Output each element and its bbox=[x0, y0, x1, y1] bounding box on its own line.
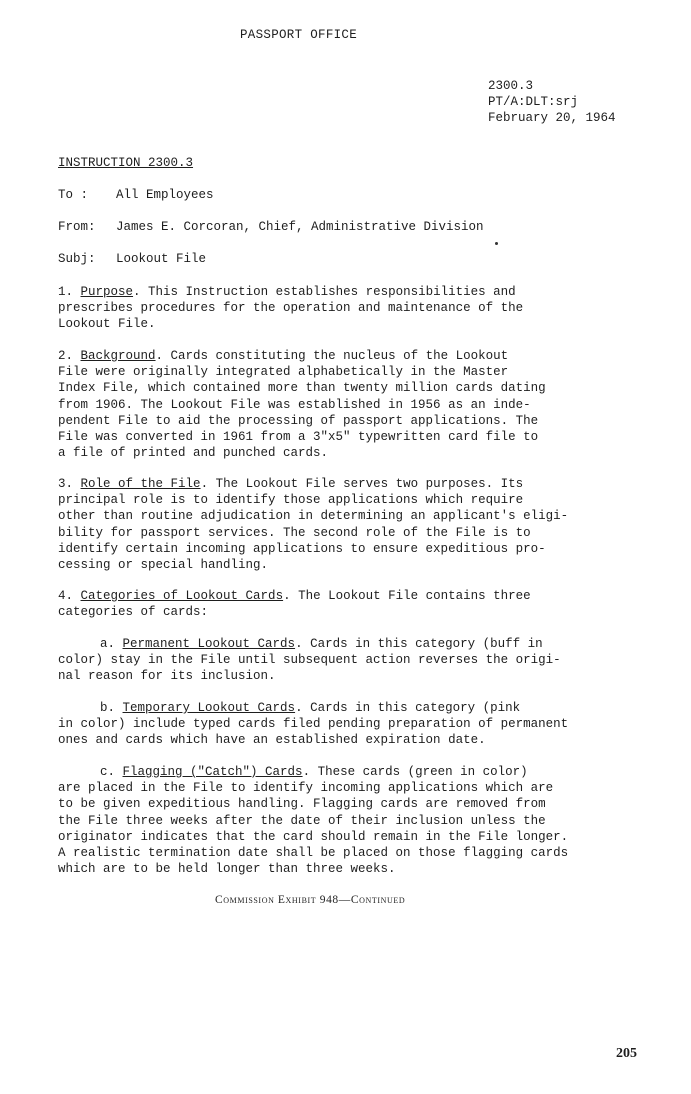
section-purpose bbox=[58, 284, 618, 333]
section-number: 3. bbox=[58, 477, 74, 491]
paragraph-line: in color) include typed cards filed pending preparation of permanent bbox=[58, 717, 569, 732]
section-number: c. bbox=[100, 765, 116, 779]
from-label: From: bbox=[58, 220, 96, 234]
paragraph-line: which are to be held longer than three weeks. bbox=[58, 862, 396, 877]
section-heading: Permanent Lookout Cards bbox=[122, 637, 296, 651]
paragraph-line: 3. Role of the File. The Lookout File serves two purposes. Its bbox=[58, 477, 524, 491]
subj-line bbox=[58, 252, 206, 266]
exhibit-caption: Commission Exhibit 948—Continued bbox=[215, 894, 406, 906]
section-number: 4. bbox=[58, 589, 74, 603]
section-permanent-cards bbox=[58, 636, 618, 685]
office-heading: PASSPORT OFFICE bbox=[240, 28, 358, 42]
paragraph-line: ones and cards which have an established expiration date. bbox=[58, 733, 486, 748]
section-temporary-cards bbox=[58, 700, 618, 749]
paragraph-line: color) stay in the File until subsequent action reverses the origi- bbox=[58, 653, 561, 668]
paragraph-line: File were originally integrated alphabetically in the Master bbox=[58, 365, 509, 380]
subj-label: Subj: bbox=[58, 252, 96, 266]
to-label: To : bbox=[58, 188, 89, 202]
section-number: 2. bbox=[58, 349, 74, 363]
paragraph-line: originator indicates that the card should remain in the File longer. bbox=[58, 829, 569, 844]
paragraph-line: from 1906. The Lookout File was established in 1956 as an inde- bbox=[58, 397, 531, 412]
section-number: a. bbox=[100, 637, 116, 651]
section-heading: Role of the File bbox=[80, 477, 201, 491]
section-number: 1. bbox=[58, 285, 74, 299]
from-line bbox=[58, 220, 484, 234]
section-flagging-cards bbox=[58, 764, 618, 877]
paragraph-line: 4. Categories of Lookout Cards. The Lookout File contains three bbox=[58, 589, 531, 603]
section-role bbox=[58, 476, 618, 573]
document-date: February 20, 1964 bbox=[488, 111, 616, 125]
section-number: b. bbox=[100, 701, 116, 715]
paragraph-line: a. Permanent Lookout Cards. Cards in this category (buff in bbox=[100, 637, 543, 651]
section-heading: Temporary Lookout Cards bbox=[122, 701, 296, 715]
section-background bbox=[58, 348, 618, 461]
paragraph-line: prescribes procedures for the operation and maintenance of the bbox=[58, 301, 524, 316]
section-heading: Flagging ("Catch") Cards bbox=[122, 765, 303, 779]
to-value: All Employees bbox=[116, 188, 214, 202]
from-value: James E. Corcoran, Chief, Administrative Division bbox=[116, 220, 484, 234]
paragraph-line: bility for passport services. The second role of the File is to bbox=[58, 525, 531, 540]
paragraph-line: pendent File to aid the processing of passport applications. The bbox=[58, 413, 539, 428]
paragraph-line: identify certain incoming applications to ensure expeditious pro- bbox=[58, 541, 546, 556]
paragraph-line: to be given expeditious handling. Flagging cards are removed from bbox=[58, 797, 546, 812]
instruction-title: INSTRUCTION 2300.3 bbox=[58, 156, 194, 170]
paragraph-line: a file of printed and punched cards. bbox=[58, 446, 329, 461]
reference-initials: PT/A:DLT:srj bbox=[488, 95, 579, 109]
paragraph-line: other than routine adjudication in determining an applicant's eligi- bbox=[58, 509, 569, 524]
paragraph-line: A realistic termination date shall be placed on those flagging cards bbox=[58, 846, 569, 861]
subj-value: Lookout File bbox=[116, 252, 207, 266]
paragraph-line: Index File, which contained more than twenty million cards dating bbox=[58, 381, 546, 396]
paragraph-line: b. Temporary Lookout Cards. Cards in this category (pink bbox=[100, 701, 521, 715]
reference-block bbox=[488, 78, 616, 126]
section-heading: Background bbox=[80, 349, 156, 363]
paragraph-line: 1. Purpose. This Instruction establishes responsibilities and bbox=[58, 285, 516, 299]
paragraph-line: principal role is to identify those applications which require bbox=[58, 493, 524, 508]
reference-number: 2300.3 bbox=[488, 79, 534, 93]
paragraph-line: File was converted in 1961 from a 3"x5" typewritten card file to bbox=[58, 430, 539, 445]
paragraph-line: are placed in the File to identify incoming applications which are bbox=[58, 781, 554, 796]
paragraph-line: Lookout File. bbox=[58, 317, 156, 332]
paragraph-line: 2. Background. Cards constituting the nucleus of the Lookout bbox=[58, 349, 509, 363]
section-heading: Purpose bbox=[80, 285, 134, 299]
paragraph-line: c. Flagging ("Catch") Cards. These cards (green in color) bbox=[100, 765, 528, 779]
paragraph-line: cessing or special handling. bbox=[58, 558, 269, 573]
section-categories bbox=[58, 588, 618, 620]
paragraph-line: categories of cards: bbox=[58, 605, 209, 620]
stray-mark bbox=[495, 242, 498, 245]
section-heading: Categories of Lookout Cards bbox=[80, 589, 284, 603]
paragraph-line: the File three weeks after the date of their inclusion unless the bbox=[58, 813, 546, 828]
to-line bbox=[58, 188, 214, 202]
page-number: 205 bbox=[616, 1046, 637, 1061]
paragraph-line: nal reason for its inclusion. bbox=[58, 669, 276, 684]
